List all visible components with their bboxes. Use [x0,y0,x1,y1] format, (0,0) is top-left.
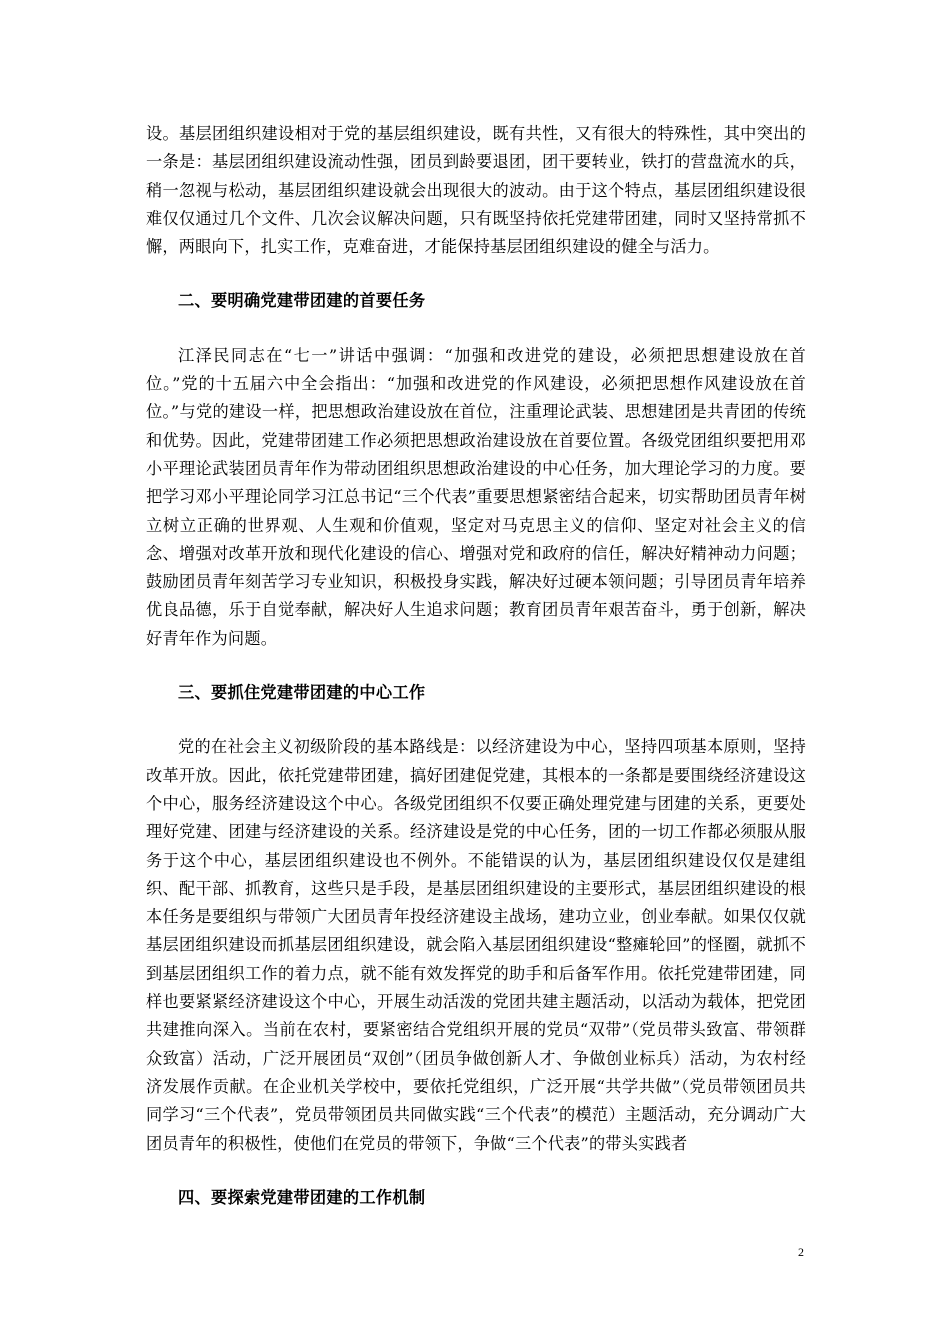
document-body [146,120,806,1212]
spacer [146,707,806,733]
section-paragraph-2: 江泽民同志在“七一”讲话中强调：“加强和改进党的建设，必须把思想建设放在首位。”党的十五届六中全会指出：“加强和改进党的作风建设，必须把思想作风建设放在首位。”与党的建设一样，把思想政治建设放在首位，注重理论武装、思想建团是共青团的传统和优势。因此，党建带团建工作必须把思想政治建设放在首要位置。各级党团组织要把用邓小平理论武装团员青年作为带动团组织思想政治建设的中心任务，加大理论学习的力度。要把学习邓小平理论同学习江总书记“三个代表”重要思想紧密结合起来，切实帮助团员青年树立树立正确的世界观、人生观和价值观，坚定对马克思主义的信仰、坚定对社会主义的信念、增强对改革开放和现代化建设的信心、增强对党和政府的信任，解决好精神动力问题；鼓励团员青年刻苦学习专业知识，积极投身实践，解决好过硬本领问题；引导团员青年培养优良品德，乐于自觉奉献，解决好人生追求问题；教育团员青年艰苦奋斗，勇于创新，解决好青年作为问题。 [146,345,806,648]
spacer [146,261,806,287]
spacer [146,653,806,679]
page-number: 2 [798,1245,804,1259]
spacer [146,1158,806,1184]
section-heading-2: 二、要明确党建带团建的首要任务 [178,291,426,311]
paragraph-continued: 设。基层团组织建设相对于党的基层组织建设，既有共性，又有很大的特殊性，其中突出的一条是：基层团组织建设流动性强，团员到龄要退团，团干要转业，铁打的营盘流水的兵，稍一忽视与松动，基层团组织建设就会出现很大的波动。由于这个特点，基层团组织建设很难仅仅通过几个文件、几次会议解决问题，只有既坚持依托党建带团建，同时又坚持常抓不懈，两眼向下，扎实工作，克难奋进，才能保持基层团组织建设的健全与活力。 [146,124,806,257]
section-heading-4: 四、要探索党建带团建的工作机制 [178,1187,426,1207]
spacer [146,316,806,342]
section-heading-3: 三、要抓住党建带团建的中心工作 [178,683,426,703]
section-paragraph-3: 党的在社会主义初级阶段的基本路线是：以经济建设为中心，坚持四项基本原则，坚持改革开放。因此，依托党建带团建，搞好团建促党建，其根本的一条都是要围绕经济建设这个中心，服务经济建设这个中心。各级党团组织不仅要正确处理党建与团建的关系，更要处理好党建、团建与经济建设的关系。经济建设是党的中心任务，团的一切工作都必须服从服务于这个中心，基层团组织建设也不例外。不能错误的认为，基层团组织建设仅仅是建组织、配干部、抓教育，这些只是手段，是基层团组织建设的主要形式，基层团组织建设的根本任务是要组织与带领广大团员青年投经济建设主战场，建功立业，创业奉献。如果仅仅就基层团组织建设而抓基层团组织建设，就会陷入基层团组织建设“整瘫轮回”的怪圈，就抓不到基层团组织工作的着力点，就不能有效发挥党的助手和后备军作用。依托党建带团建，同样也要紧紧经济建设这个中心，开展生动活泼的党团共建主题活动，以活动为载体，把党团共建推向深入。当前在农村，要紧密结合党组织开展的党员“双带”（党员带头致富、带领群众致富）活动，广泛开展团员“双创”（团员争做创新人才、争做创业标兵）活动，为农村经济发展作贡献。在企业机关学校中，要依托党组织，广泛开展“共学共做”（党员带领团员共同学习“三个代表”，党员带领团员共同做实践“三个代表”的模范）主题活动，充分调动广大团员青年的积极性，使他们在党员的带领下，争做“三个代表”的带头实践者 [146,737,806,1153]
